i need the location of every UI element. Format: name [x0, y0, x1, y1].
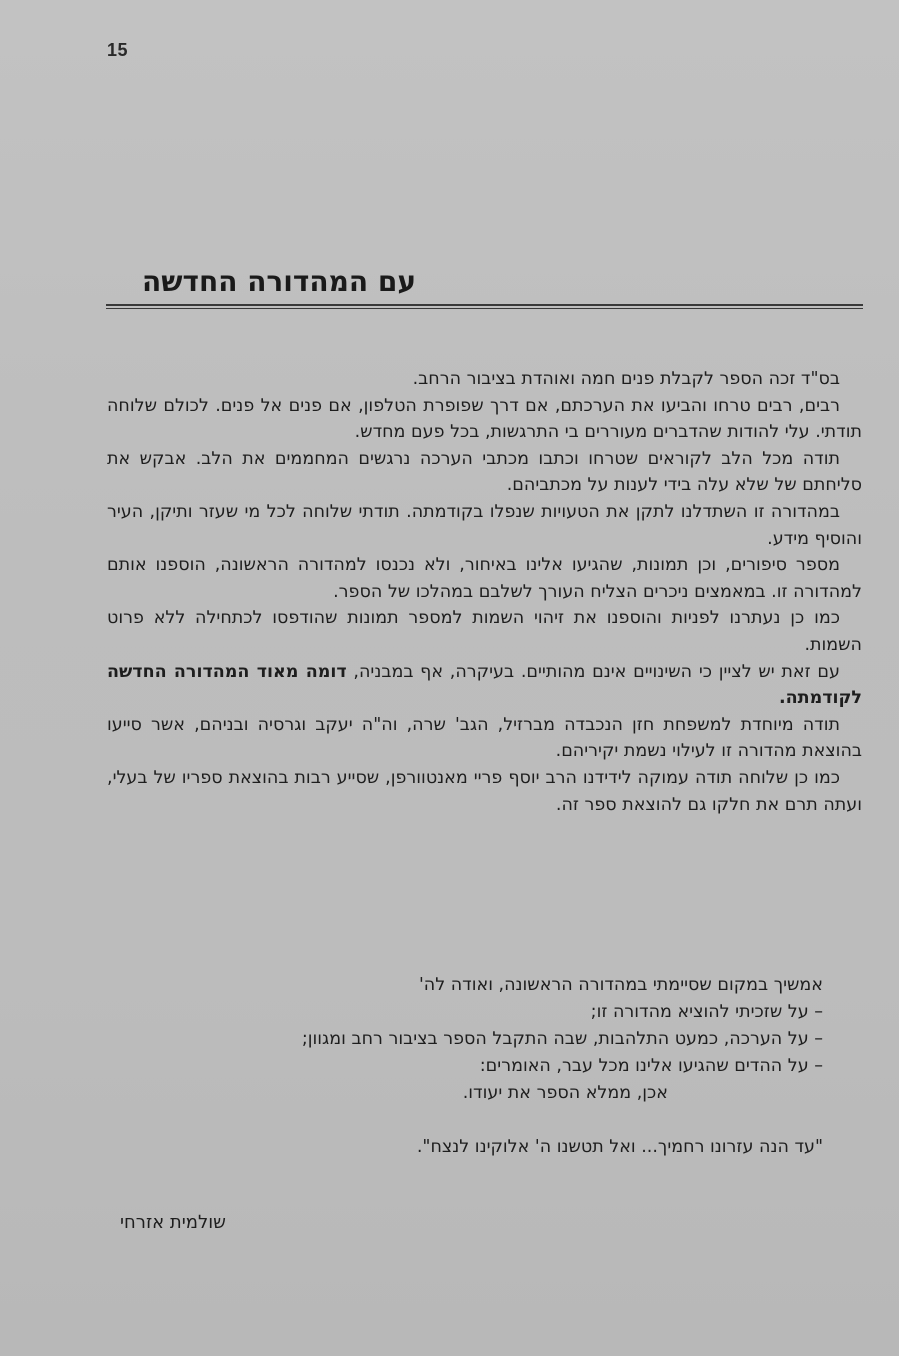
paragraph: במהדורה זו השתדלנו לתקן את הטעויות שנפלו בקודמתה. תודתי שלוחה לכל מי שעזר ותיקן, העיר והוסיף מידע.: [107, 501, 862, 549]
paragraph: תודה מיוחדת למשפחת חזן הנכבדה מברזיל, הגב' שרה, וה"ה יעקב וגרסיה ובניהם, אשר סייעו בהוצאת מהדורה זו לעילוי נשמת יקיריהם.: [107, 714, 862, 762]
paragraph-bold-text: דומה מאוד המהדורה החדשה לקודמתה.: [107, 661, 862, 709]
closing-item: – על הערכה, כמעט התלהבות, שבה התקבל הספר בציבור רחב ומגוון;: [301, 1029, 823, 1049]
page-number: 15: [107, 40, 129, 60]
paragraph: מספר סיפורים, וכן תמונות, שהגיעו אלינו באיחור, ולא נכנסו למהדורה הראשונה, הוספנו אותם למהדורה זו. במאמצים ניכרים הצליח העורך לשלבם במהלכו של הספר.: [107, 555, 862, 602]
paragraph: [107, 659, 862, 712]
paragraph: תודה מכל הלב לקוראים שטרחו וכתבו מכתבי הערכה נרגשים המחממים את הלב. אבקש את סליחתם של שלא עלה בידי לענות על מכתביהם.: [107, 448, 862, 496]
paragraph: בס"ד זכה הספר לקבלת פנים חמה ואוהדת בציבור הרחב.: [412, 369, 840, 389]
closing-intro: אמשיך במקום שסיימתי במהדורה הראשונה, ואודה לה': [418, 975, 823, 995]
closing-item: – על שזכיתי להוציא מהדורה זו;: [590, 1002, 823, 1022]
body-text: [107, 366, 862, 818]
paragraph: רבים, רבים טרחו והביעו את הערכתם, אם דרך שפופרת הטלפון, אם פנים אל פנים. לכולם שלוחה תודתי. עלי להודות שהדברים מעוררים בי התרגשות, בכל פעם מחדש.: [107, 395, 862, 443]
paragraph: כמו כן נעתרנו לפניות והוספנו את זיהוי השמות למספר תמונות שהודפסו לכתחילה ללא פרוט השמות.: [107, 608, 862, 655]
paragraph: כמו כן שלוחה תודה עמוקה לידידנו הרב יוסף פריי מאנטוורפן, שסייע רבות בהוצאת ספריו של בעלי, ועתה תרם את חלקו גם להוצאת ספר זה.: [107, 767, 862, 815]
paragraph-text: עם זאת יש לציין כי השינויים אינם מהותיים. בעיקרה, אף במבניה,: [346, 661, 840, 682]
title-double-rule: [106, 304, 863, 309]
closing-quote: "עד הנה עזרונו רחמיך... ואל תטשנו ה' אלוקינו לנצח".: [416, 1137, 823, 1157]
closing-section: [107, 972, 823, 1161]
closing-item: – על ההדים שהגיעו אלינו מכל עבר, האומרים:: [479, 1056, 823, 1076]
chapter-heading: [106, 262, 863, 309]
closing-affirmation: אכן, ממלא הספר את יעודו.: [462, 1083, 668, 1103]
author-signature: שולמית אזרחי: [120, 1212, 226, 1233]
chapter-title: עם המהדורה החדשה: [142, 265, 416, 298]
